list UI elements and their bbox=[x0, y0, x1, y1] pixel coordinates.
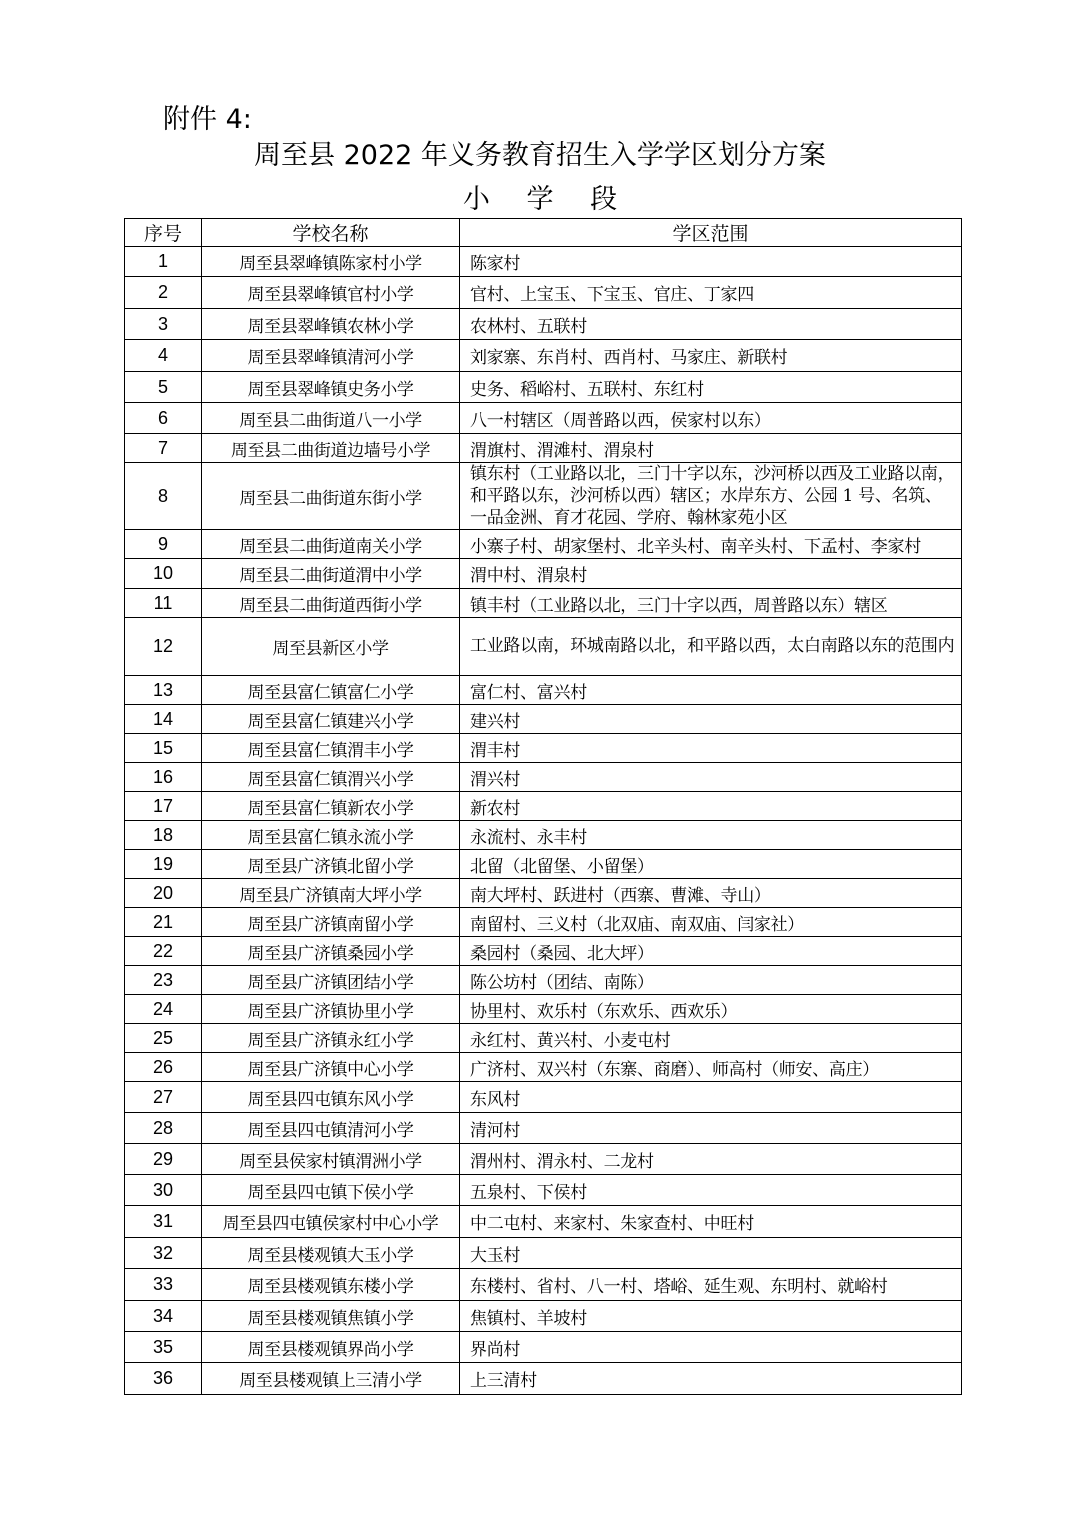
header-school-name: 学校名称 bbox=[202, 219, 460, 247]
table-row bbox=[125, 821, 962, 850]
row-district-range: 界尚村 bbox=[460, 1332, 962, 1363]
row-school-name: 周至县二曲街道边墙号小学 bbox=[202, 434, 460, 463]
row-number: 36 bbox=[125, 1363, 202, 1395]
row-district-range: 五泉村、下侯村 bbox=[460, 1175, 962, 1206]
row-school-name: 周至县四屯镇下侯小学 bbox=[202, 1175, 460, 1206]
row-school-name: 周至县侯家村镇渭洲小学 bbox=[202, 1144, 460, 1175]
row-district-range: 小寨子村、胡家堡村、北辛头村、南辛头村、下孟村、李家村 bbox=[460, 530, 962, 559]
row-school-name: 周至县富仁镇渭丰小学 bbox=[202, 734, 460, 763]
row-district-range: 农林村、五联村 bbox=[460, 309, 962, 340]
row-district-range: 东风村 bbox=[460, 1082, 962, 1113]
table-row bbox=[125, 1332, 962, 1363]
table-row bbox=[125, 559, 962, 589]
row-district-range: 新农村 bbox=[460, 792, 962, 821]
row-school-name: 周至县四屯镇东风小学 bbox=[202, 1082, 460, 1113]
row-district-range: 南留村、三义村（北双庙、南双庙、闫家社） bbox=[460, 908, 962, 937]
table-row bbox=[125, 995, 962, 1024]
table-body bbox=[125, 247, 962, 1395]
row-district-range: 镇丰村（工业路以北，三门十字以西，周普路以东）辖区 bbox=[460, 589, 962, 618]
row-school-name: 周至县四屯镇清河小学 bbox=[202, 1113, 460, 1144]
table-row bbox=[125, 1206, 962, 1238]
row-school-name: 周至县二曲街道西街小学 bbox=[202, 589, 460, 618]
row-district-range: 永流村、永丰村 bbox=[460, 821, 962, 850]
table-row bbox=[125, 530, 962, 559]
attachment-label: 附件 4: bbox=[163, 104, 252, 135]
row-school-name: 周至县富仁镇永流小学 bbox=[202, 821, 460, 850]
row-district-range: 刘家寨、东肖村、西肖村、马家庄、新联村 bbox=[460, 340, 962, 372]
row-school-name: 周至县四屯镇侯家村中心小学 bbox=[202, 1206, 460, 1238]
row-district-range: 广济村、双兴村（东寨、商磨）、师高村（师安、高庄） bbox=[460, 1053, 962, 1082]
table-row bbox=[125, 705, 962, 734]
row-district-range: 永红村、黄兴村、小麦屯村 bbox=[460, 1024, 962, 1053]
row-school-name: 周至县二曲街道八一小学 bbox=[202, 403, 460, 434]
table-row bbox=[125, 763, 962, 792]
row-district-range: 镇东村（工业路以北，三门十字以东，沙河桥以西及工业路以南，和平路以东，沙河桥以西）辖区；水岸东方、公园 1 号、名筑、一品金洲、育才花园、学府、翰林家苑小区 bbox=[460, 463, 962, 530]
row-number: 10 bbox=[125, 559, 202, 589]
row-district-range: 工业路以南，环城南路以北，和平路以西，太白南路以东的范围内 bbox=[460, 618, 962, 676]
row-number: 8 bbox=[125, 463, 202, 530]
row-number: 35 bbox=[125, 1332, 202, 1363]
table-row bbox=[125, 277, 962, 309]
table-row bbox=[125, 309, 962, 340]
row-number: 30 bbox=[125, 1175, 202, 1206]
row-district-range: 协里村、欢乐村（东欢乐、西欢乐） bbox=[460, 995, 962, 1024]
row-number: 12 bbox=[125, 618, 202, 676]
row-district-range: 陈家村 bbox=[460, 247, 962, 277]
row-school-name: 周至县楼观镇东楼小学 bbox=[202, 1269, 460, 1301]
school-district-table bbox=[124, 218, 962, 1395]
row-number: 28 bbox=[125, 1113, 202, 1144]
table-row bbox=[125, 850, 962, 879]
row-school-name: 周至县楼观镇大玉小学 bbox=[202, 1238, 460, 1269]
header-number: 序号 bbox=[125, 219, 202, 247]
row-school-name: 周至县广济镇南大坪小学 bbox=[202, 879, 460, 908]
header-district-range: 学区范围 bbox=[460, 219, 962, 247]
row-school-name: 周至县二曲街道南关小学 bbox=[202, 530, 460, 559]
row-school-name: 周至县富仁镇富仁小学 bbox=[202, 676, 460, 705]
table-row bbox=[125, 1113, 962, 1144]
row-district-range: 北留（北留堡、小留堡） bbox=[460, 850, 962, 879]
row-number: 29 bbox=[125, 1144, 202, 1175]
table-row bbox=[125, 908, 962, 937]
row-district-range: 渭丰村 bbox=[460, 734, 962, 763]
row-number: 11 bbox=[125, 589, 202, 618]
table-row bbox=[125, 247, 962, 277]
row-district-range: 上三清村 bbox=[460, 1363, 962, 1395]
row-district-range: 八一村辖区（周普路以西，侯家村以东） bbox=[460, 403, 962, 434]
row-number: 17 bbox=[125, 792, 202, 821]
document-title: 周至县 2022 年义务教育招生入学学区划分方案 bbox=[254, 140, 826, 171]
row-district-range: 大玉村 bbox=[460, 1238, 962, 1269]
row-number: 32 bbox=[125, 1238, 202, 1269]
table-row bbox=[125, 937, 962, 966]
table-row bbox=[125, 589, 962, 618]
row-district-range: 富仁村、富兴村 bbox=[460, 676, 962, 705]
row-number: 7 bbox=[125, 434, 202, 463]
table-row bbox=[125, 966, 962, 995]
row-school-name: 周至县广济镇团结小学 bbox=[202, 966, 460, 995]
row-school-name: 周至县广济镇桑园小学 bbox=[202, 937, 460, 966]
table-header-row bbox=[125, 219, 962, 247]
row-number: 26 bbox=[125, 1053, 202, 1082]
row-number: 23 bbox=[125, 966, 202, 995]
row-number: 19 bbox=[125, 850, 202, 879]
row-number: 25 bbox=[125, 1024, 202, 1053]
row-district-range: 南大坪村、跃进村（西寨、曹滩、寺山） bbox=[460, 879, 962, 908]
table-row bbox=[125, 618, 962, 676]
row-school-name: 周至县翠峰镇农林小学 bbox=[202, 309, 460, 340]
row-district-range: 焦镇村、羊坡村 bbox=[460, 1301, 962, 1332]
row-school-name: 周至县翠峰镇陈家村小学 bbox=[202, 247, 460, 277]
table-row bbox=[125, 676, 962, 705]
row-number: 5 bbox=[125, 372, 202, 403]
row-school-name: 周至县新区小学 bbox=[202, 618, 460, 676]
table-row bbox=[125, 1053, 962, 1082]
row-number: 31 bbox=[125, 1206, 202, 1238]
row-district-range: 中二屯村、来家村、朱家查村、中旺村 bbox=[460, 1206, 962, 1238]
row-school-name: 周至县富仁镇新农小学 bbox=[202, 792, 460, 821]
row-number: 18 bbox=[125, 821, 202, 850]
table-row bbox=[125, 1144, 962, 1175]
table-row bbox=[125, 1082, 962, 1113]
row-district-range: 清河村 bbox=[460, 1113, 962, 1144]
row-district-range: 史务、稻峪村、五联村、东红村 bbox=[460, 372, 962, 403]
table-row bbox=[125, 1175, 962, 1206]
row-school-name: 周至县二曲街道东街小学 bbox=[202, 463, 460, 530]
row-school-name: 周至县广济镇中心小学 bbox=[202, 1053, 460, 1082]
row-number: 15 bbox=[125, 734, 202, 763]
row-district-range: 渭旗村、渭滩村、渭泉村 bbox=[460, 434, 962, 463]
row-number: 1 bbox=[125, 247, 202, 277]
table-row bbox=[125, 1238, 962, 1269]
row-district-range: 桑园村（桑园、北大坪） bbox=[460, 937, 962, 966]
row-number: 9 bbox=[125, 530, 202, 559]
table-row bbox=[125, 879, 962, 908]
table-row bbox=[125, 434, 962, 463]
row-school-name: 周至县富仁镇建兴小学 bbox=[202, 705, 460, 734]
row-district-range: 渭中村、渭泉村 bbox=[460, 559, 962, 589]
row-number: 3 bbox=[125, 309, 202, 340]
row-school-name: 周至县翠峰镇清河小学 bbox=[202, 340, 460, 372]
section-title: 小 学 段 bbox=[462, 184, 632, 215]
row-district-range: 建兴村 bbox=[460, 705, 962, 734]
row-district-range: 官村、上宝玉、下宝玉、官庄、丁家四 bbox=[460, 277, 962, 309]
row-school-name: 周至县广济镇北留小学 bbox=[202, 850, 460, 879]
row-school-name: 周至县楼观镇上三清小学 bbox=[202, 1363, 460, 1395]
row-school-name: 周至县二曲街道渭中小学 bbox=[202, 559, 460, 589]
row-school-name: 周至县富仁镇渭兴小学 bbox=[202, 763, 460, 792]
row-number: 16 bbox=[125, 763, 202, 792]
table-row bbox=[125, 1301, 962, 1332]
row-number: 14 bbox=[125, 705, 202, 734]
row-school-name: 周至县翠峰镇官村小学 bbox=[202, 277, 460, 309]
row-number: 6 bbox=[125, 403, 202, 434]
table-row bbox=[125, 463, 962, 530]
row-number: 21 bbox=[125, 908, 202, 937]
row-number: 20 bbox=[125, 879, 202, 908]
row-number: 13 bbox=[125, 676, 202, 705]
table-row bbox=[125, 372, 962, 403]
row-school-name: 周至县楼观镇界尚小学 bbox=[202, 1332, 460, 1363]
row-number: 34 bbox=[125, 1301, 202, 1332]
row-number: 2 bbox=[125, 277, 202, 309]
row-number: 22 bbox=[125, 937, 202, 966]
row-school-name: 周至县楼观镇焦镇小学 bbox=[202, 1301, 460, 1332]
row-number: 33 bbox=[125, 1269, 202, 1301]
table-row bbox=[125, 1269, 962, 1301]
row-district-range: 渭州村、渭永村、二龙村 bbox=[460, 1144, 962, 1175]
row-district-range: 东楼村、省村、八一村、塔峪、延生观、东明村、就峪村 bbox=[460, 1269, 962, 1301]
row-district-range: 陈公坊村（团结、南陈） bbox=[460, 966, 962, 995]
table-row bbox=[125, 340, 962, 372]
row-school-name: 周至县广济镇南留小学 bbox=[202, 908, 460, 937]
row-district-range: 渭兴村 bbox=[460, 763, 962, 792]
row-school-name: 周至县翠峰镇史务小学 bbox=[202, 372, 460, 403]
row-number: 24 bbox=[125, 995, 202, 1024]
table-row bbox=[125, 1024, 962, 1053]
row-school-name: 周至县广济镇永红小学 bbox=[202, 1024, 460, 1053]
table-row bbox=[125, 1363, 962, 1395]
row-number: 27 bbox=[125, 1082, 202, 1113]
row-school-name: 周至县广济镇协里小学 bbox=[202, 995, 460, 1024]
table-row bbox=[125, 403, 962, 434]
table-row bbox=[125, 734, 962, 763]
row-number: 4 bbox=[125, 340, 202, 372]
table-row bbox=[125, 792, 962, 821]
